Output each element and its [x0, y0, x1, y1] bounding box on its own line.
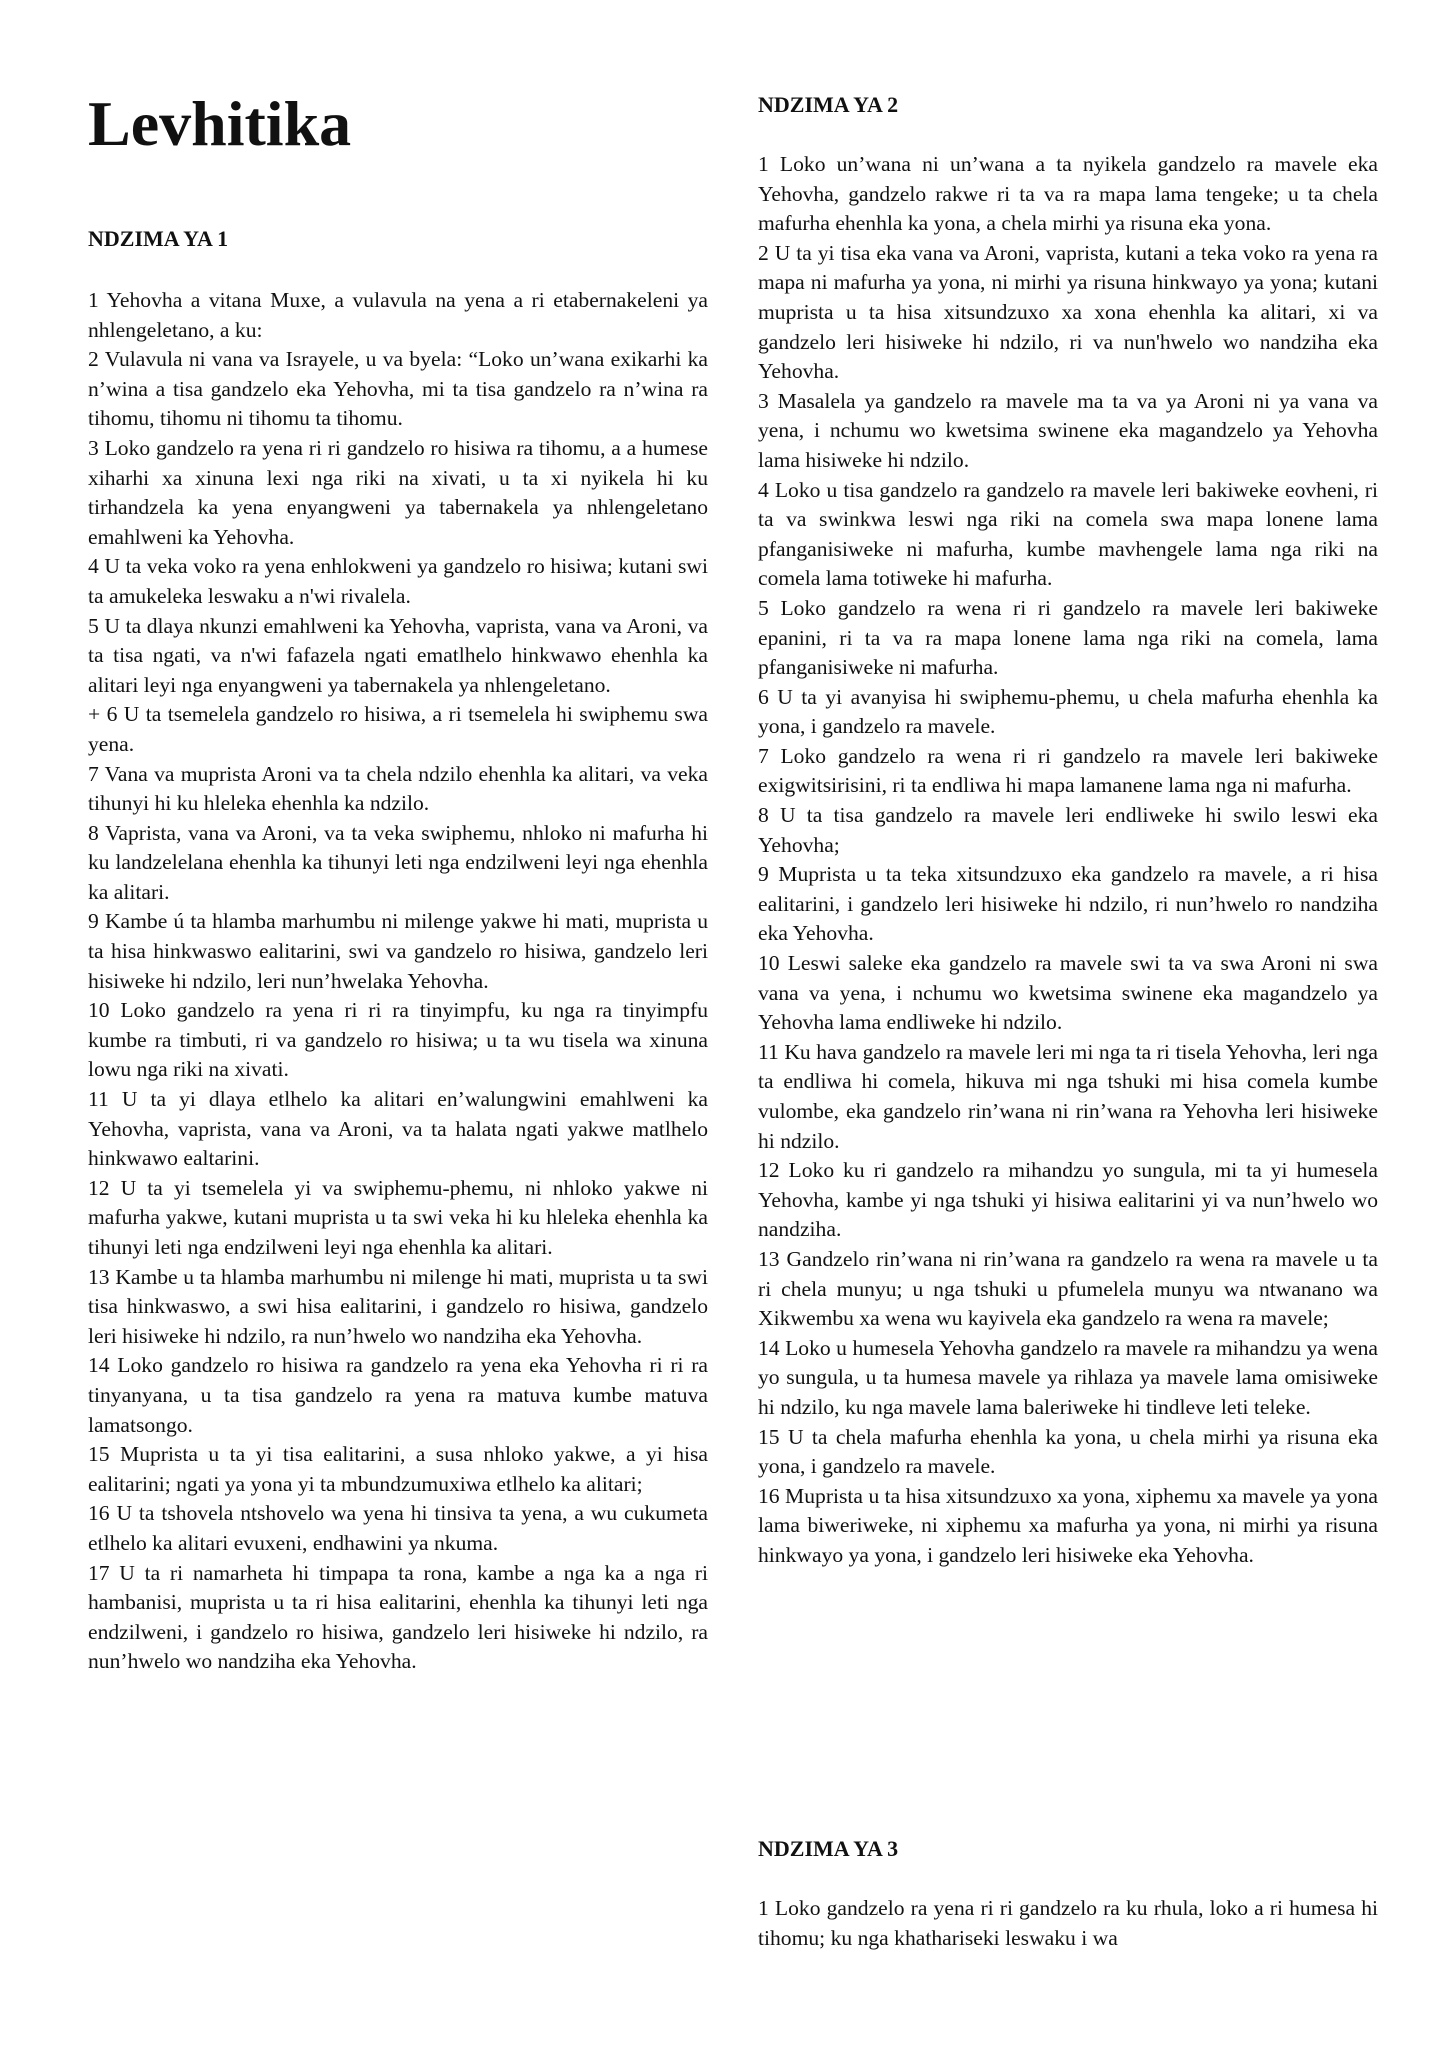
- verse: 4 U ta veka voko ra yena enhlokweni ya gandzelo ro hisiwa; kutani swi ta amukeleka leswaku a n'wi rivalela.: [88, 554, 708, 608]
- verse: 17 U ta ri namarheta hi timpapa ta rona, kambe a nga ka a nga ri hambanisi, muprista u ta ri hisa ealitarini, ehenhla ka tihunyi leti nga endzilweni, i gandzelo ro hisiwa, gandzelo leri hisiweke hi ndzilo, ra nun’hwelo wo nandziha eka Yehovha.: [88, 1560, 708, 1674]
- chapter-2-verses: [758, 150, 1378, 1571]
- verse: 5 U ta dlaya nkunzi emahlweni ka Yehovha, vaprista, vana va Aroni, va ta tisa ngati, va n'wi fafazela ngati ematlhelo hinkwawo ehenhla ka alitari leyi nga enyangweni ya tabernakela ya nhlengeletano.: [88, 613, 708, 697]
- verse: 10 Leswi saleke eka gandzelo ra mavele swi ta va swa Aroni ni swa vana va yena, i nchumu wo kwetsima swinene eka magandzelo ya Yehovha lama endliweke hi ndzilo.: [758, 951, 1378, 1035]
- verse: 14 Loko u humesela Yehovha gandzelo ra mavele ra mihandzu ya wena yo sungula, u ta humesa mavele ya rihlaza ya mavele lama omisiweke hi ndzilo, ku nga mavele lama baleriweke hi tindleve leti teleke.: [758, 1335, 1378, 1419]
- verse: 13 Kambe u ta hlamba marhumbu ni milenge hi mati, muprista u ta swi tisa hinkwaswo, a swi hisa ealitarini, i gandzelo ro hisiwa, gandzelo leri hisiweke hi ndzilo, ra nun’hwelo wo nandziha eka Yehovha.: [88, 1264, 708, 1348]
- verse: 3 Masalela ya gandzelo ra mavele ma ta va ya Aroni ni ya vana va yena, i nchumu wo kwetsima swinene eka magandzelo ya Yehovha lama hisiweke hi ndzilo.: [758, 388, 1378, 472]
- verse: 2 U ta yi tisa eka vana va Aroni, vaprista, kutani a teka voko ra yena ra mapa ni mafurha ya yona, ni mirhi ya risuna hinkwayo ya yona; kutani muprista u ta hisa xitsundzuxo xa xona ehenhla ka alitari, xi va gandzelo leri hisiweke hi ndzilo, ri va nun'hwelo wo nandziha eka Yehovha.: [758, 240, 1378, 384]
- verse: 15 Muprista u ta yi tisa ealitarini, a susa nhloko yakwe, a yi hisa ealitarini; ngati ya yona yi ta mbundzumuxiwa etlhelo ka alitari;: [88, 1442, 708, 1496]
- verse: 8 U ta tisa gandzelo ra mavele leri endliweke hi swilo leswi eka Yehovha;: [758, 803, 1378, 857]
- verse: 11 U ta yi dlaya etlhelo ka alitari en’walungwini emahlweni ka Yehovha, vaprista, vana va Aroni, va ta halata ngati yakwe matlhelo hinkwawo ealtarini.: [88, 1087, 708, 1171]
- page-title: Levhitika: [88, 88, 352, 159]
- verse: 11 Ku hava gandzelo ra mavele leri mi nga ta ri tisela Yehovha, leri nga ta endliwa hi comela, hikuva mi nga tshuki mi hisa comela kumbe vulombe, eka gandzelo rin’wana ni rin’wana ra Yehovha leri hisiweke hi ndzilo.: [758, 1039, 1378, 1153]
- chapter-1-verses: [88, 286, 708, 1677]
- verse: 16 U ta tshovela ntshovelo wa yena hi tinsiva ta yena, a wu cukumeta etlhelo ka alitari evuxeni, endhawini ya nkuma.: [88, 1501, 708, 1555]
- verse: 10 Loko gandzelo ra yena ri ri ra tinyimpfu, ku nga ra tinyimpfu kumbe ra timbuti, ri va gandzelo ro hisiwa; u ta wu tisela wa xinuna lowu nga riki na xivati.: [88, 998, 708, 1082]
- verse: + 6 U ta tsemelela gandzelo ro hisiwa, a ri tsemelela hi swiphemu swa yena.: [88, 702, 708, 756]
- verse: 6 U ta yi avanyisa hi swiphemu-phemu, u chela mafurha ehenhla ka yona, i gandzelo ra mavele.: [758, 684, 1378, 739]
- verse: 5 Loko gandzelo ra wena ri ri gandzelo ra mavele leri bakiweke epanini, ri ta va ra mapa lonene lama nga riki na comela, lama pfanganisiweke ni mafurha.: [758, 595, 1378, 680]
- verse: 15 U ta chela mafurha ehenhla ka yona, u chela mirhi ya risuna eka yona, i gandzelo ra mavele.: [758, 1424, 1378, 1479]
- verse: 9 Kambe ú ta hlamba marhumbu ni milenge yakwe hi mati, muprista u ta hisa hinkwaswo ealitarini, swi va gandzelo ro hisiwa, gandzelo leri hisiweke hi ndzilo, leri nun’hwelaka Yehovha.: [88, 909, 708, 993]
- verse: 13 Gandzelo rin’wana ni rin’wana ra gandzelo ra wena ra mavele u ta ri chela munyu; u nga tshuki u pfumelela munyu wa ntwanano wa Xikwembu xa wena wu kayivela eka gandzelo ra wena ra mavele;: [758, 1246, 1378, 1331]
- verse: 4 Loko u tisa gandzelo ra gandzelo ra mavele leri bakiweke eovheni, ri ta va swinkwa leswi nga riki na comela swa mapa lonene lama pfanganisiweke ni mafurha, kumbe mavhengele lama nga riki na comela lama totiweke hi mafurha.: [758, 477, 1378, 591]
- verse: 14 Loko gandzelo ro hisiwa ra gandzelo ra yena eka Yehovha ri ri ra tinyanyana, u ta tisa gandzelo ra yena ra matuva kumbe matuva lamatsongo.: [88, 1353, 708, 1437]
- chapter-heading-1: NDZIMA YA 1: [88, 226, 229, 251]
- verse: 3 Loko gandzelo ra yena ri ri gandzelo ro hisiwa ra tihomu, a a humese xiharhi xa xinuna lexi nga riki na xivati, u ta xi nyikela hi ku tirhandzela ka yena enyangweni ya tabernakela ya nhlengeletano emahlweni ka Yehovha.: [88, 435, 708, 549]
- chapter-3-verses: [758, 1894, 1378, 1953]
- verse: 7 Loko gandzelo ra wena ri ri gandzelo ra mavele leri bakiweke exigwitsirisini, ri ta endliwa hi mapa lamanene lama nga ni mafurha.: [758, 743, 1378, 798]
- verse: 12 U ta yi tsemelela yi va swiphemu-phemu, ni nhloko yakwe ni mafurha yakwe, kutani muprista u ta swi veka hi ku hleleka ehenhla ka tihunyi leti nga endzilweni leyi nga ehenhla ka alitari.: [88, 1175, 708, 1259]
- verse: 12 Loko ku ri gandzelo ra mihandzu yo sungula, mi ta yi humesela Yehovha, kambe yi nga tshuki yi hisiwa ealitarini yi va nun’hwelo wo nandziha.: [758, 1158, 1378, 1242]
- verse: 2 Vulavula ni vana va Israyele, u va byela: “Loko un’wana exikarhi ka n’wina a tisa gandzelo eka Yehovha, mi ta tisa gandzelo ra n’wina ra tihomu, tihomu ni tihomu ta tihomu.: [88, 347, 708, 431]
- verse: 8 Vaprista, vana va Aroni, va ta veka swiphemu, nhloko ni mafurha hi ku landzelelana ehenhla ka tihunyi leti nga endzilweni leyi nga ehenhla ka alitari.: [88, 820, 708, 904]
- verse: 1 Loko gandzelo ra yena ri ri gandzelo ra ku rhula, loko a ri humesa hi tihomu; ku nga khathariseki leswaku i wa: [758, 1896, 1378, 1950]
- verse: 16 Muprista u ta hisa xitsundzuxo xa yona, xiphemu xa mavele ya yona lama biweriweke, ni xiphemu xa mafurha ya yona, ni mirhi ya risuna hinkwayo ya yona, i gandzelo leri hisiweke eka Yehovha.: [758, 1483, 1378, 1567]
- verse: 1 Yehovha a vitana Muxe, a vulavula na yena a ri etabernakeleni ya nhlengeletano, a ku:: [88, 288, 708, 342]
- verse: 1 Loko un’wana ni un’wana a ta nyikela gandzelo ra mavele eka Yehovha, gandzelo rakwe ri ta va ra mapa lama tengeke; u ta chela mafurha ehenhla ka yona, a chela mirhi ya risuna eka yona.: [758, 152, 1378, 236]
- chapter-heading-3: NDZIMA YA 3: [758, 1836, 899, 1861]
- verse: 7 Vana va muprista Aroni va ta chela ndzilo ehenhla ka alitari, va veka tihunyi hi ku hleleka ehenhla ka ndzilo.: [88, 761, 708, 816]
- chapter-heading-2: NDZIMA YA 2: [758, 92, 899, 117]
- verse: 9 Muprista u ta teka xitsundzuxo eka gandzelo ra mavele, a ri hisa ealitarini, i gandzelo leri hisiweke hi ndzilo, ri nun’hwelo ro nandziha eka Yehovha.: [758, 862, 1378, 946]
